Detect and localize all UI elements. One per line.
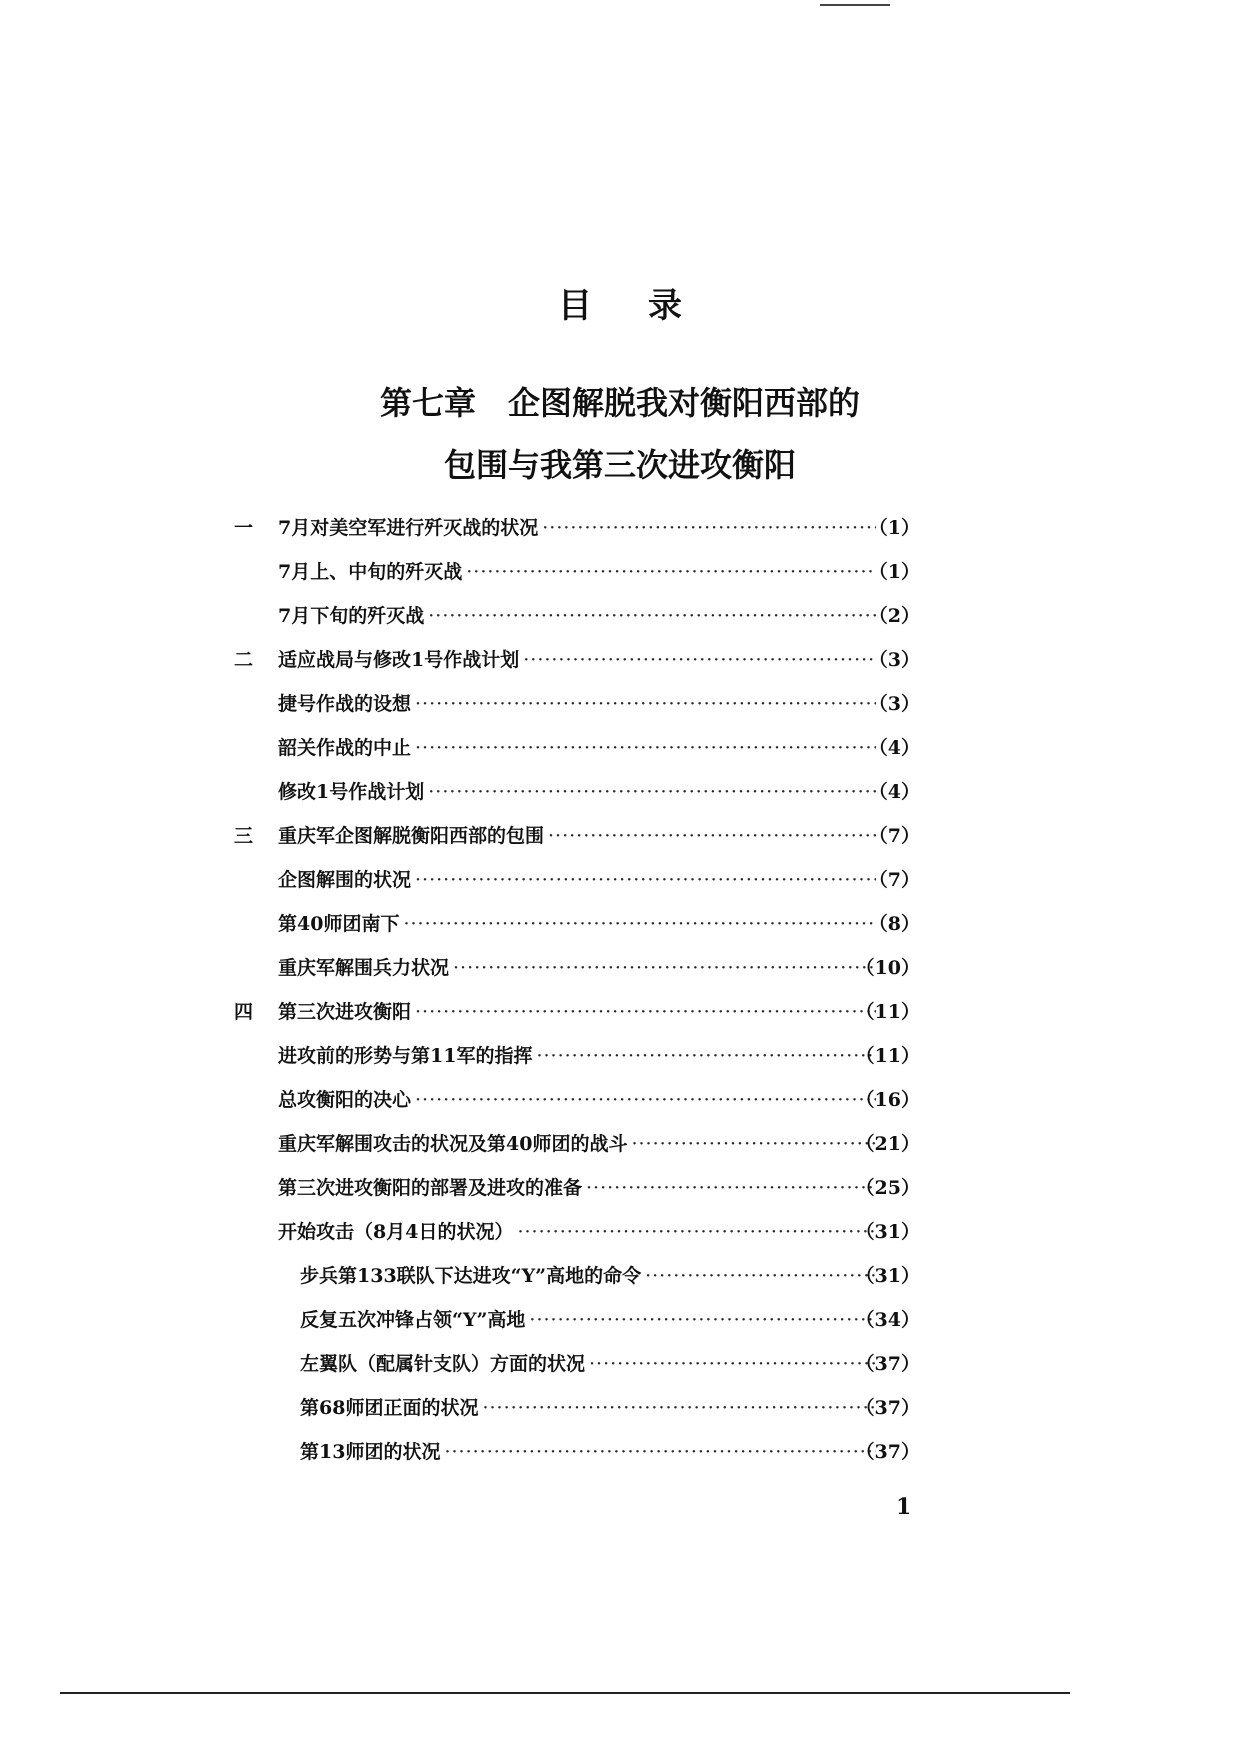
toc-entry-text (278, 1036, 880, 1076)
toc-entry (0, 728, 1240, 768)
toc-entry-label: 第三次进攻衡阳 (278, 1001, 412, 1023)
toc-entry-page: （34） (855, 1309, 920, 1331)
toc-entry-page: （21） (855, 1133, 920, 1155)
leader-dots (529, 1300, 876, 1340)
toc-entry (0, 1168, 1240, 1208)
toc-entry-label: 捷号作战的设想 (278, 693, 412, 715)
toc-entry-page: （37） (855, 1441, 920, 1463)
leader-dots (482, 1388, 876, 1428)
leader-dots (428, 596, 876, 636)
toc-entry-label: 第68师团正面的状况 (300, 1397, 479, 1419)
toc-entry (0, 1080, 1240, 1120)
toc-entry-text (278, 948, 880, 988)
toc-entry (0, 816, 1240, 856)
toc-entry-text (300, 1388, 880, 1428)
scan-mark (820, 4, 890, 6)
toc-entry (0, 552, 1240, 592)
toc-entry-label: 重庆军企图解脱衡阳西部的包围 (278, 825, 545, 847)
section-number: 三 (234, 825, 254, 847)
toc-entry-text (278, 904, 880, 944)
toc-entry-text (278, 596, 880, 636)
leader-dots (645, 1256, 876, 1296)
toc-entry-label: 进攻前的形势与第11军的指挥 (278, 1045, 533, 1067)
toc-entry-text (278, 1124, 880, 1164)
toc-entry-text (278, 684, 880, 724)
toc-entry-text (300, 1256, 880, 1296)
toc-entry (0, 640, 1240, 680)
toc-entry (0, 904, 1240, 944)
toc-entry-label: 7月对美空军进行歼灭战的状况 (278, 517, 539, 539)
toc-entry (0, 1256, 1240, 1296)
toc-entry (0, 1388, 1240, 1428)
toc-entry-page: （3） (868, 693, 920, 715)
leader-dots (444, 1432, 876, 1472)
toc-entry-text (300, 1344, 880, 1384)
section-number: 二 (234, 649, 254, 671)
toc-entry-page: （1） (868, 561, 920, 583)
toc-entry-page: （4） (868, 737, 920, 759)
toc-entry-label: 左翼队（配属针支队）方面的状况 (300, 1353, 586, 1375)
leader-dots (536, 1036, 876, 1076)
toc-entry (0, 684, 1240, 724)
toc-entry-text (278, 860, 880, 900)
toc-entry-label: 企图解围的状况 (278, 869, 412, 891)
toc-entry-label: 修改1号作战计划 (278, 781, 425, 803)
leader-dots (415, 684, 876, 724)
leader-dots (517, 1212, 876, 1252)
leader-dots (403, 904, 876, 944)
toc-entry (0, 1344, 1240, 1384)
page-number: 1 (896, 1494, 912, 1520)
leader-dots (415, 860, 876, 900)
toc-entry-label: 7月上、中旬的歼灭战 (278, 561, 463, 583)
toc-entry-page: （3） (868, 649, 920, 671)
toc-entry-label: 7月下旬的歼灭战 (278, 605, 425, 627)
toc-entry-text (278, 640, 880, 680)
section-number: 一 (234, 517, 254, 539)
leader-dots (415, 728, 876, 768)
toc-entry-text (278, 992, 880, 1032)
toc-entry-text (278, 816, 880, 856)
toc-entry (0, 860, 1240, 900)
section-number: 四 (234, 1001, 254, 1023)
chapter-title-line-1: 第七章 企图解脱我对衡阳西部的 (379, 384, 860, 422)
toc-entry-text (278, 552, 880, 592)
leader-dots (542, 508, 876, 548)
toc-entry (0, 992, 1240, 1032)
toc-entry-label: 开始攻击（8月4日的状况） (278, 1221, 514, 1243)
toc-entry-text (278, 1168, 880, 1208)
toc-entry-page: （10） (855, 957, 920, 979)
toc-entry-label: 第三次进攻衡阳的部署及进攻的准备 (278, 1177, 583, 1199)
toc-entry-page: （25） (855, 1177, 920, 1199)
toc-entry-label: 重庆军解围兵力状况 (278, 957, 450, 979)
toc-entry-label: 步兵第133联队下达进攻“Y”高地的命令 (300, 1265, 642, 1287)
leader-dots (631, 1124, 876, 1164)
toc-entry-text (278, 508, 880, 548)
leader-dots (589, 1344, 876, 1384)
toc-entry (0, 1300, 1240, 1340)
leader-dots (586, 1168, 876, 1208)
toc-entry-page: （2） (868, 605, 920, 627)
leader-dots (428, 772, 876, 812)
toc-entry-page: （4） (868, 781, 920, 803)
toc-entry (0, 772, 1240, 812)
leader-dots (466, 552, 876, 592)
leader-dots (415, 992, 876, 1032)
toc-entry-text (278, 728, 880, 768)
chapter-title-line-2: 包围与我第三次进攻衡阳 (443, 446, 796, 484)
toc-entry-page: （16） (855, 1089, 920, 1111)
toc-entry-text (278, 1212, 880, 1252)
toc-entry-label: 韶关作战的中止 (278, 737, 412, 759)
toc-entry-label: 总攻衡阳的决心 (278, 1089, 412, 1111)
toc-entry-page: （37） (855, 1353, 920, 1375)
toc-entry (0, 1212, 1240, 1252)
toc-entry-page: （8） (868, 913, 920, 935)
toc-entry-page: （37） (855, 1397, 920, 1419)
bottom-rule (60, 1692, 1070, 1694)
toc-entry-label: 第40师团南下 (278, 913, 400, 935)
leader-dots (523, 640, 876, 680)
toc-entry-page: （31） (855, 1265, 920, 1287)
leader-dots (415, 1080, 876, 1120)
toc-entry (0, 508, 1240, 548)
toc-entry-text (278, 1080, 880, 1120)
toc-entry-label: 反复五次冲锋占领“Y”高地 (300, 1309, 526, 1331)
toc-entry-text (278, 772, 880, 812)
toc-entry-page: （7） (868, 825, 920, 847)
leader-dots (453, 948, 876, 988)
toc-entry (0, 1036, 1240, 1076)
toc-entry (0, 948, 1240, 988)
toc-entry-text (300, 1300, 880, 1340)
toc-entry-page: （11） (855, 1001, 920, 1023)
toc-entry-page: （1） (868, 517, 920, 539)
toc-entry-page: （31） (855, 1221, 920, 1243)
toc-entry (0, 596, 1240, 636)
toc-entry-text (300, 1432, 880, 1472)
toc-entry-label: 重庆军解围攻击的状况及第40师团的战斗 (278, 1133, 628, 1155)
toc-entry-page: （11） (855, 1045, 920, 1067)
toc-entry-label: 适应战局与修改1号作战计划 (278, 649, 520, 671)
toc-entry (0, 1124, 1240, 1164)
toc-entry-page: （7） (868, 869, 920, 891)
toc-entry (0, 1432, 1240, 1472)
leader-dots (548, 816, 876, 856)
page-title: 目录 (558, 286, 738, 326)
toc-entry-label: 第13师团的状况 (300, 1441, 441, 1463)
